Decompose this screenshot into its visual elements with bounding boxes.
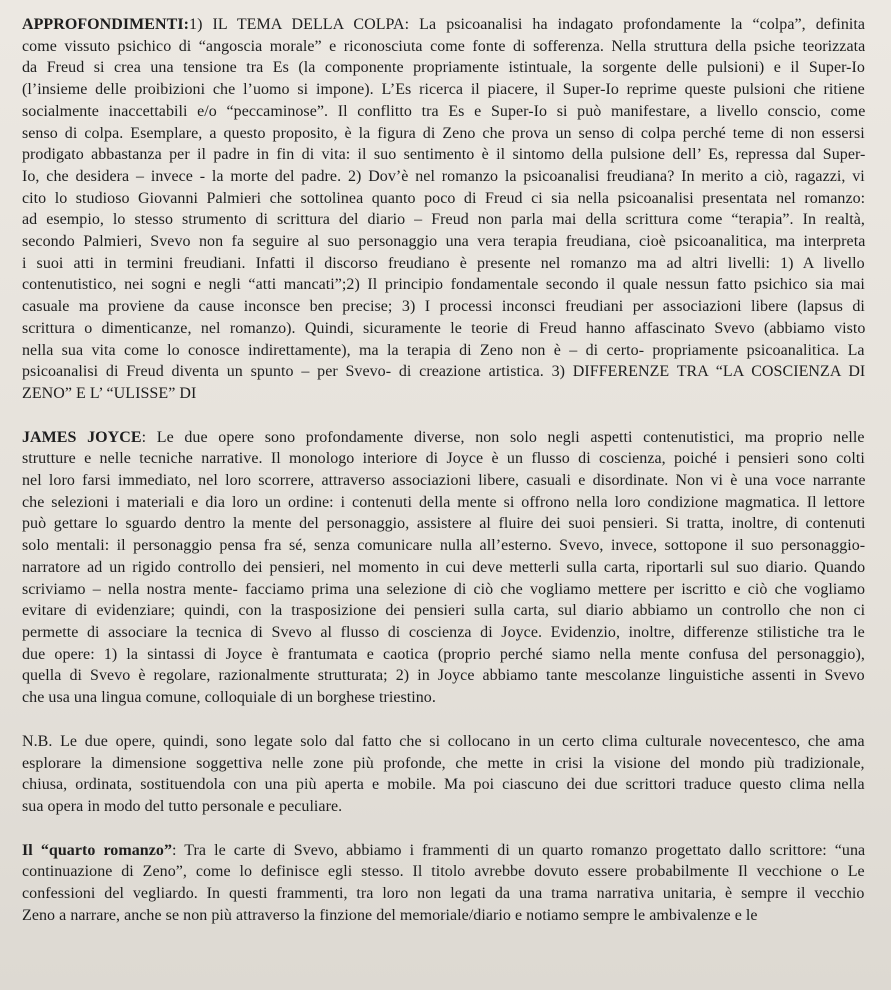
paragraph-quarto-romanzo [22, 840, 865, 927]
text-line: cito lo studioso Giovanni Palmieri che sottolinea quanto poco di Freud ci sia nella psicoanalisi presentata nel romanzo: [22, 189, 866, 207]
text-line: può gettare lo sguardo dentro la mente del personaggio, assistere al fluire dei suoi pensieri. Si tratta, inoltre, di contenuti [22, 515, 866, 533]
section-heading-james-joyce: JAMES JOYCE [22, 428, 142, 446]
text-line: scrittura o dimenticanze, nel romanzo). Quindi, sicuramente le teorie di Freud hanno affascinato Svevo (abbiamo visto [22, 319, 866, 337]
text-line: da Freud si crea una tensione tra Es (la componente propriamente istintuale, la sorgente delle pulsioni) e il Super-Io [22, 59, 865, 77]
text-line: ZENO” E L’ “ULISSE” DI [22, 384, 197, 402]
section-heading-quarto-romanzo: Il “quarto romanzo” [22, 841, 172, 859]
text-line: evitare di evidenziare; quindi, con la trasposizione dei pensieri sulla carta, sul diario abbiamo un controllo che non ci [22, 602, 866, 620]
text-line: due opere: 1) la sintassi di Joyce è frantumata e caotica (proprio perché siamo nella mente confusa del personaggio), [22, 645, 865, 663]
section-heading-approfondimenti: APPROFONDIMENTI: [22, 16, 190, 33]
text-line: contenutistico, nei sogni e negli “atti mancati”;2) Il principio fondamentale secondo il quale nessun fatto psichico sia mai [22, 276, 865, 294]
text-line: chiusa, ordinata, sostituendola con una più aperta e mobile. Ma poi ciascuno dei due scrittori traduce questo clima nella [22, 776, 865, 794]
text-line: Il “quarto romanzo”: Tra le carte di Svevo, abbiamo i frammenti di un quarto romanzo progettato dallo scrittore: “una [22, 841, 866, 859]
text-line: (l’insieme delle proibizioni che l’uomo si impone). L’Es ricerca il piacere, il Super-Io reprime queste pulsioni che ritiene [22, 81, 865, 99]
text-line: psicoanalisi di Freud diventa un spunto – per Svevo- di creazione artistica. 3) DIFFERENZE TRA “LA COSCIENZA DI [22, 363, 866, 381]
text-line: Zeno a narrare, anche se non più attraverso la finzione del memoriale/diario e notiamo sempre le ambivalenze e le [22, 906, 758, 924]
text-line: i suoi atti in termini freudiani. Infatti il discorso freudiano è presente nel romanzo ma ad altri livelli: 1) A livello [22, 254, 865, 272]
text-line: nel loro farsi immediato, nel loro scorrere, attraverso associazioni libere, casuali e disordinate. Non vi è una voce narrante [22, 472, 866, 490]
text-line: quella di Svevo è regolare, razionalmente strutturata; 2) in Joyce abbiamo tante mescolanze linguistiche assenti in Svevo [22, 667, 865, 685]
text-line: APPROFONDIMENTI:1) IL TEMA DELLA COLPA: La psicoanalisi ha indagato profondamente la “colpa”, definita [22, 16, 866, 33]
text-line: ad esempio, lo stesso strumento di scrittura del diario – Freud non parla mai della scrittura come “terapia”. In realtà, [22, 211, 865, 229]
text-line: strutture e nelle tecniche narrative. Il monologo interiore di Joyce è un flusso di coscienza, poiché i pensieri sono colti [22, 450, 865, 468]
text-line: solo mentali: il personaggio pensa fra sé, senza comunicare nulla all’esterno. Svevo, invece, sottopone il suo personaggio- [22, 537, 866, 555]
paragraph-james-joyce [22, 427, 865, 709]
text-line: continuazione di Zeno”, come lo definisce egli stesso. Il titolo avrebbe dovuto essere probabilmente Il vecchione o Le [22, 863, 865, 881]
text-line: Io, che desidera – invece - la morte del padre. 2) Dov’è nel romanzo la psicoanalisi freudiana? In merito a ciò, ragazzi, vi [22, 167, 865, 185]
text-line: N.B. Le due opere, quindi, sono legate solo dal fatto che si collocano in un certo clima culturale novecentesco, che ama [22, 732, 865, 750]
text-line: che usa una lingua comune, colloquiale di un borghese triestino. [22, 689, 436, 707]
text-line: sua opera in modo del tutto personale e peculiare. [22, 797, 343, 815]
text-line: JAMES JOYCE: Le due opere sono profondamente diverse, non solo negli aspetti contenutistici, ma proprio nelle [22, 428, 865, 446]
text-line: secondo Palmieri, Svevo non fa seguire al suo personaggio una vera terapia freudiana, cioè psicoanalitica, ma interpreta [22, 233, 866, 251]
text-line: prodigato abbastanza per il padre in fin di vita: il suo sentimento è il sintomo della pulsione dell’ Es, repressa dal Super- [22, 146, 866, 164]
text-line: senso di colpa. Esemplare, a questo proposito, è la figura di Zeno che prova un senso di colpa perché teme di non essersi [22, 124, 865, 142]
text-line: narratore ad un rigido controllo dei pensieri, nel momento in cui deve metterli sulla carta, riportarli sul suo diario. Quando [22, 558, 866, 576]
text-line: come vissuto psichico di “angoscia morale” e riconosciuta come fonte di sofferenza. Nella struttura della psiche teorizzata [22, 37, 866, 55]
paragraph-nb [22, 731, 865, 818]
text-line: esplorare la dimensione soggettiva nelle zone più profonde, che mette in crisi la visione del mondo più tradizionale, [22, 754, 865, 772]
text-line: socialmente inaccettabili e/o “peccaminose”. Il conflitto tra Es e Super-Io si può manifestare, a livello conscio, come [22, 102, 866, 120]
text-line: confessioni del vegliardo. In questi frammenti, tra loro non legati da una trama narrativa unitaria, è sempre il vecchio [22, 885, 865, 903]
text-line: nella sua vita come lo conosce indirettamente), ma la terapia di Zeno non è – di certo- propriamente psicoanalitica. La [22, 341, 865, 359]
text-line: permette di associare la tecnica di Svevo al flusso di coscienza di Joyce. Evidenzio, inoltre, differenze stilistiche tra le [22, 623, 865, 641]
paragraph-approfondimenti [22, 14, 865, 405]
text-line: che selezioni i materiali e dia loro un ordine: i contenuti della mente si offrono nella loro condizione magmatica. Il lettore [22, 493, 865, 511]
text-line: casuale ma proviene da cause inconsce ben precise; 3) I processi inconsci freudiani per associazioni libere (lapsus di [22, 298, 865, 316]
text-line: scriviamo – nella nostra mente- facciamo prima una selezione di ciò che vogliamo mettere per iscritto e ciò che vogliamo [22, 580, 866, 598]
